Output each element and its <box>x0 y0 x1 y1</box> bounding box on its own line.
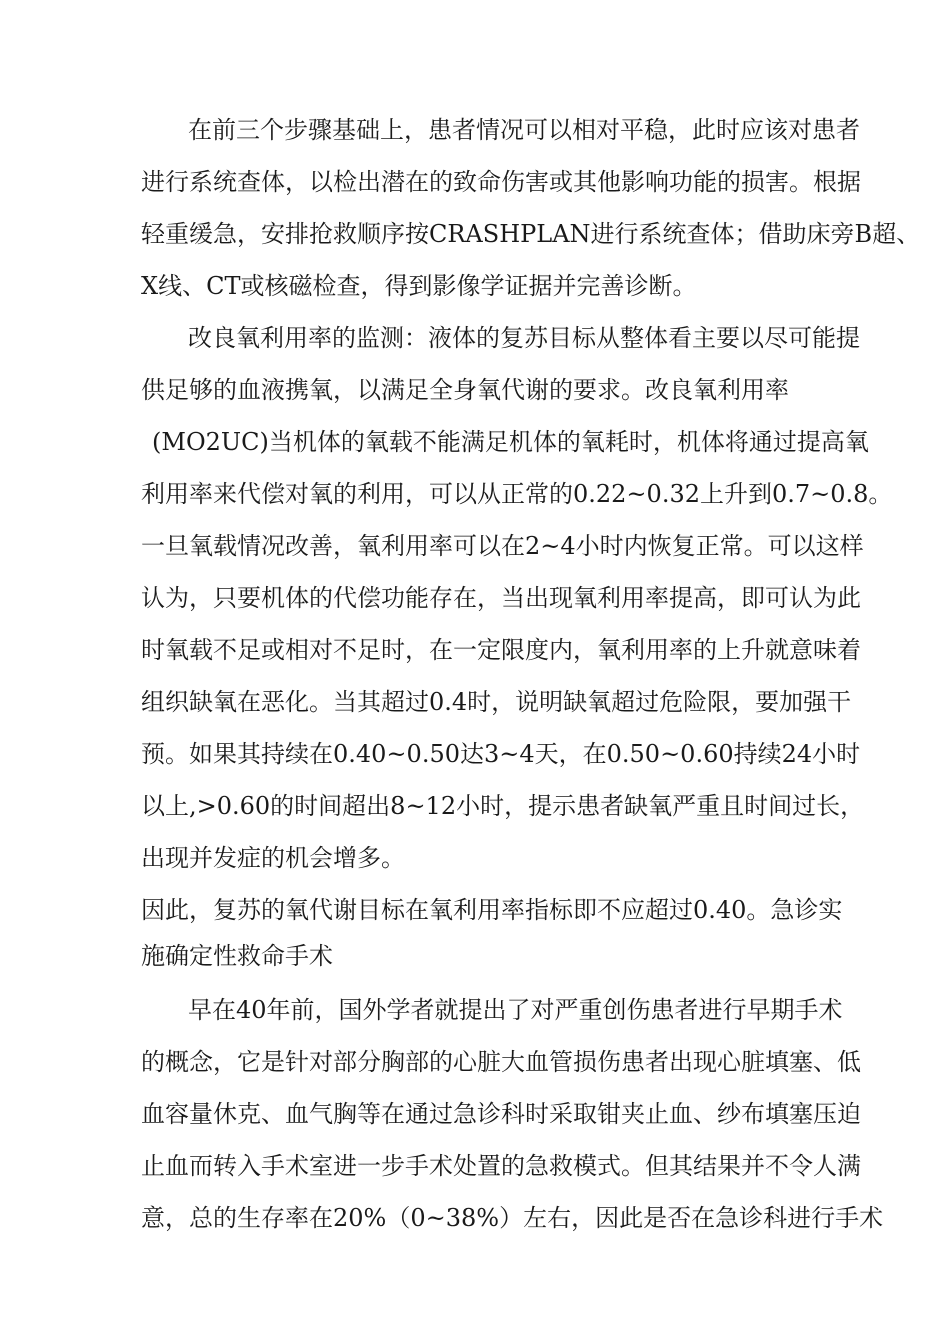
paragraph-line: 以上,>0.60的时间超出8~12小时，提示患者缺氧严重且时间过长， <box>141 792 865 820</box>
paragraph-line: 的概念，它是针对部分胸部的心脏大血管损伤患者出现心脏填塞、低 <box>141 1048 861 1076</box>
paragraph-line: 出现并发症的机会增多。 <box>141 844 405 872</box>
section-heading-line: 施确定性救命手术 <box>141 942 333 970</box>
paragraph-line: 止血而转入手术室进一步手术处置的急救模式。但其结果并不令人满 <box>141 1152 861 1180</box>
paragraph-line: 时氧载不足或相对不足时，在一定限度内，氧利用率的上升就意味着 <box>141 636 861 664</box>
paragraph-line: 早在40年前，国外学者就提出了对严重创伤患者进行早期手术 <box>188 996 843 1024</box>
paragraph-line: 进行系统查体，以检出潜在的致命伤害或其他影响功能的损害。根据 <box>141 168 861 196</box>
paragraph-line: 因此，复苏的氧代谢目标在氧利用率指标即不应超过0.40。急诊实 <box>141 896 843 924</box>
paragraph-line: 一旦氧载情况改善，氧利用率可以在2~4小时内恢复正常。可以这样 <box>141 532 864 560</box>
paragraph-line: 轻重缓急，安排抢救顺序按CRASHPLAN进行系统查体；借助床旁B超、 <box>141 220 921 248</box>
paragraph-line: 认为，只要机体的代偿功能存在，当出现氧利用率提高，即可认为此 <box>141 584 861 612</box>
paragraph-line: X线、CT或核磁检查，得到影像学证据并完善诊断。 <box>141 272 697 300</box>
paragraph-line: 组织缺氧在恶化。当其超过0.4时，说明缺氧超过危险限，要加强干 <box>141 688 852 716</box>
paragraph-line: 利用率来代偿对氧的利用，可以从正常的0.22~0.32上升到0.7~0.8。 <box>141 480 893 508</box>
paragraph-line: 供足够的血液携氧，以满足全身氧代谢的要求。改良氧利用率 <box>141 376 789 404</box>
paragraph-line: (MO2UC)当机体的氧载不能满足机体的氧耗时，机体将通过提高氧 <box>152 428 869 456</box>
paragraph-line: 预。如果其持续在0.40~0.50达3~4天，在0.50~0.60持续24小时 <box>141 740 861 768</box>
paragraph-line: 意，总的生存率在20%（0~38%）左右，因此是否在急诊科进行手术 <box>141 1204 884 1232</box>
paragraph-line: 在前三个步骤基础上，患者情况可以相对平稳，此时应该对患者 <box>188 116 860 144</box>
paragraph-line: 改良氧利用率的监测：液体的复苏目标从整体看主要以尽可能提 <box>188 324 860 352</box>
paragraph-line: 血容量休克、血气胸等在通过急诊科时采取钳夹止血、纱布填塞压迫 <box>141 1100 861 1128</box>
